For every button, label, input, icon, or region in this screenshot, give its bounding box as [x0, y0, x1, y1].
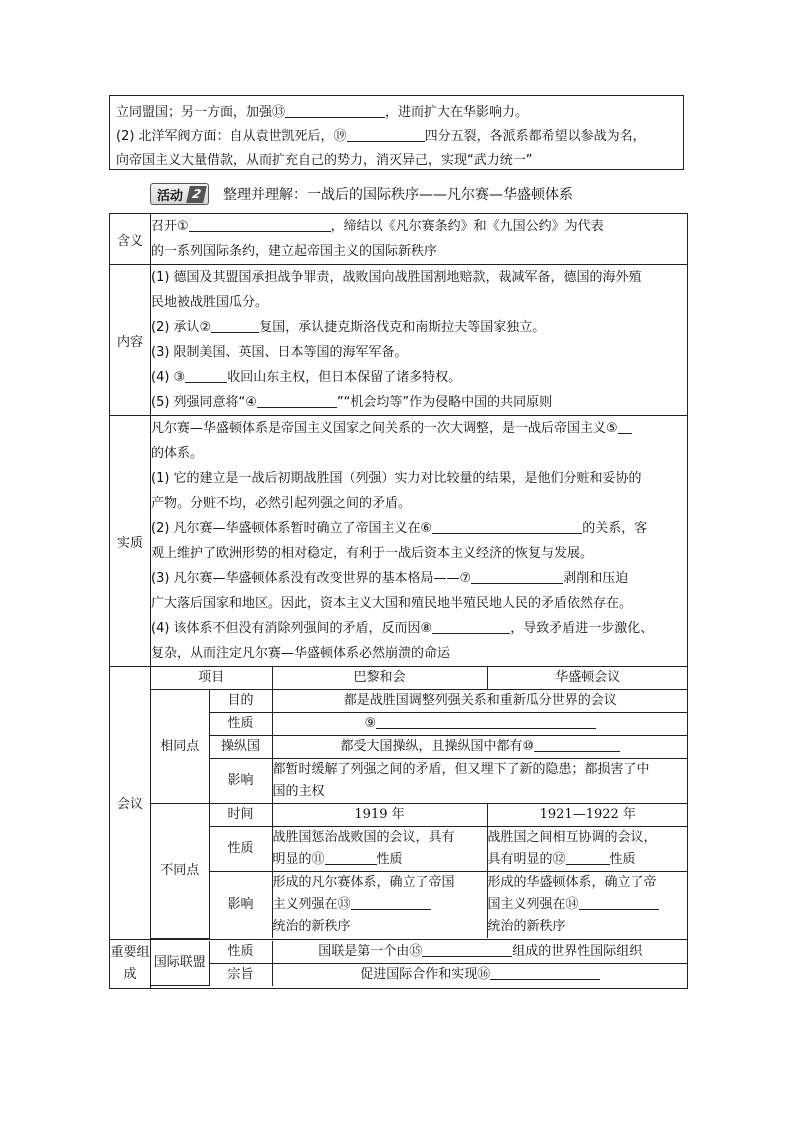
fill-blank[interactable]	[189, 216, 331, 232]
fill-blank[interactable]	[566, 849, 610, 865]
league-nature-label: 性质	[209, 941, 272, 964]
fill-blank[interactable]	[490, 964, 600, 980]
row-label: 实质	[110, 416, 151, 667]
league-of-nations: 国际联盟 性质 国联是第一个由⑮ 组成的世界性国际组织 宗旨 促进国际合作和实现⑯	[151, 941, 688, 987]
fill-blank[interactable]	[534, 736, 620, 752]
fill-blank[interactable]	[376, 713, 596, 729]
versailles-washington-table	[109, 213, 688, 989]
activity-title: 整理并理解：一战后的国际秩序——凡尔赛—华盛顿体系	[223, 187, 574, 203]
league-label: 国际联盟	[151, 941, 209, 986]
fill-blank[interactable]	[618, 418, 632, 434]
row-shizhi: 实质 凡尔赛—华盛顿体系是帝国主义国家之间关系的一次大调整，是一战后帝国主义⑤ 的体系。 (1) 它的建立是一战后初期战胜国（列强）实力对比较量的结果，是他们分赃和妥协的 产物。分赃不均，必然引起列强之间的矛盾。 (2) 凡尔赛—华盛顿体系暂时确立了帝国主义在⑥ 的关系，客 观上维护了欧洲形势的相对稳定，有利于一战后资本主义经济的恢复与发展。 (3) 凡尔赛—华盛顿体系没有改变世界的基本格局——⑦ 剥削和压迫 广大落后国家和地区。因此，资本主义大国和殖民地半殖民地人民的矛盾依然存在。 (4) 该体系不但没有消除列强间的矛盾，反而因⑧ ，导致矛盾进一步激化、 复杂，从而注定凡尔赛—华盛顿体系必然崩溃的命运	[110, 416, 688, 667]
nature-label: 性质	[209, 713, 272, 736]
conference-comparison: 项目 巴黎和会 华盛顿会议 相同点 目的 都是战胜国调整列强关系和重新瓜分世界的会议 性质 ⑨ 操纵国 都受大国操纵，且操纵国中都有⑩ 影响 都暂时缓解了列强之间的矛盾，但又埋下了新的隐患；都损害了中 国的主权 不同点 时间 1919 年 1921—1922 年 性质 战胜国惩治战败国的会议，具有 明显的⑪ 性质 战胜国之间相互协调的会议， 具有明显的⑫ 性质 影响 形成的凡尔赛体系，确立了帝国 主义列强在⑬ 统治的新秩序 形成的华盛顿体系，确立了帝 国主义列强在⑭ 统治的新秩序	[151, 667, 688, 939]
continuation-box	[109, 95, 684, 170]
row-label: 内容	[110, 265, 151, 416]
fill-blank[interactable]	[257, 392, 337, 408]
activity-heading	[150, 183, 573, 205]
row-hanyi: 含义 召开① ，缔结以《凡尔赛条约》和《九国公约》为代表 的一系列国际条约，建立起帝国主义的国际新秩序	[110, 214, 688, 265]
fill-blank[interactable]	[285, 102, 385, 118]
row-neirong: 内容 (1) 德国及其盟国承担战争罪责，战败国向战胜国割地赔款，裁减军备，德国的海外殖 民地被战胜国瓜分。 (2) 承认② 复国，承认捷克斯洛伐克和南斯拉夫等国家独立。 (3) 限制美国、英国、日本等国的海军军备。 (4) ③ 收回山东主权，但日本保留了诸多特权。 (5) 列强同意将“④ ”“机会均等”作为侵略中国的共同原则	[110, 265, 688, 416]
fill-blank[interactable]	[432, 618, 510, 634]
header-paris: 巴黎和会	[272, 667, 487, 690]
box-line-2: (2) 北洋军阀方面：自从袁世凯死后，⑲ 四分五裂，各派系都希望以参战为名，	[116, 125, 677, 149]
box-line-1: 立同盟国；另一方面，加强⑬ ，进而扩大在华影响力。	[116, 101, 677, 125]
diff-impact-label: 影响	[209, 872, 272, 939]
activity-tag: 活动 2	[150, 183, 209, 205]
washington-time: 1921—1922 年	[487, 804, 688, 827]
time-label: 时间	[209, 804, 272, 827]
box-line-3: 向帝国主义大量借款，从而扩充自己的势力，消灭异己，实现“武力统一”	[116, 153, 533, 168]
row-label: 重要组成	[110, 939, 151, 988]
impact-label: 影响	[209, 759, 272, 804]
same-points-label: 相同点	[151, 690, 209, 804]
controller-label: 操纵国	[209, 736, 272, 759]
paris-time: 1919 年	[272, 804, 487, 827]
purpose-text: 都是战胜国调整列强关系和重新瓜分世界的会议	[272, 690, 688, 713]
fill-blank[interactable]	[579, 894, 659, 910]
fill-blank[interactable]	[347, 126, 425, 142]
fill-blank[interactable]	[211, 317, 259, 333]
row-huiyi	[110, 667, 688, 940]
row-zucheng	[110, 939, 688, 988]
row-label: 会议	[110, 667, 151, 940]
fill-blank[interactable]	[185, 367, 227, 383]
fill-blank[interactable]	[351, 894, 431, 910]
fill-blank[interactable]	[432, 518, 582, 534]
fill-blank[interactable]	[325, 849, 377, 865]
row-label: 含义	[110, 214, 151, 265]
diff-nature-label: 性质	[209, 827, 272, 872]
diff-points-label: 不同点	[151, 804, 209, 939]
header-washington: 华盛顿会议	[487, 667, 688, 690]
fill-blank[interactable]	[471, 568, 563, 584]
header-item: 项目	[151, 667, 272, 690]
purpose-label: 目的	[209, 690, 272, 713]
league-aim-label: 宗旨	[209, 963, 272, 986]
fill-blank[interactable]	[422, 941, 512, 957]
